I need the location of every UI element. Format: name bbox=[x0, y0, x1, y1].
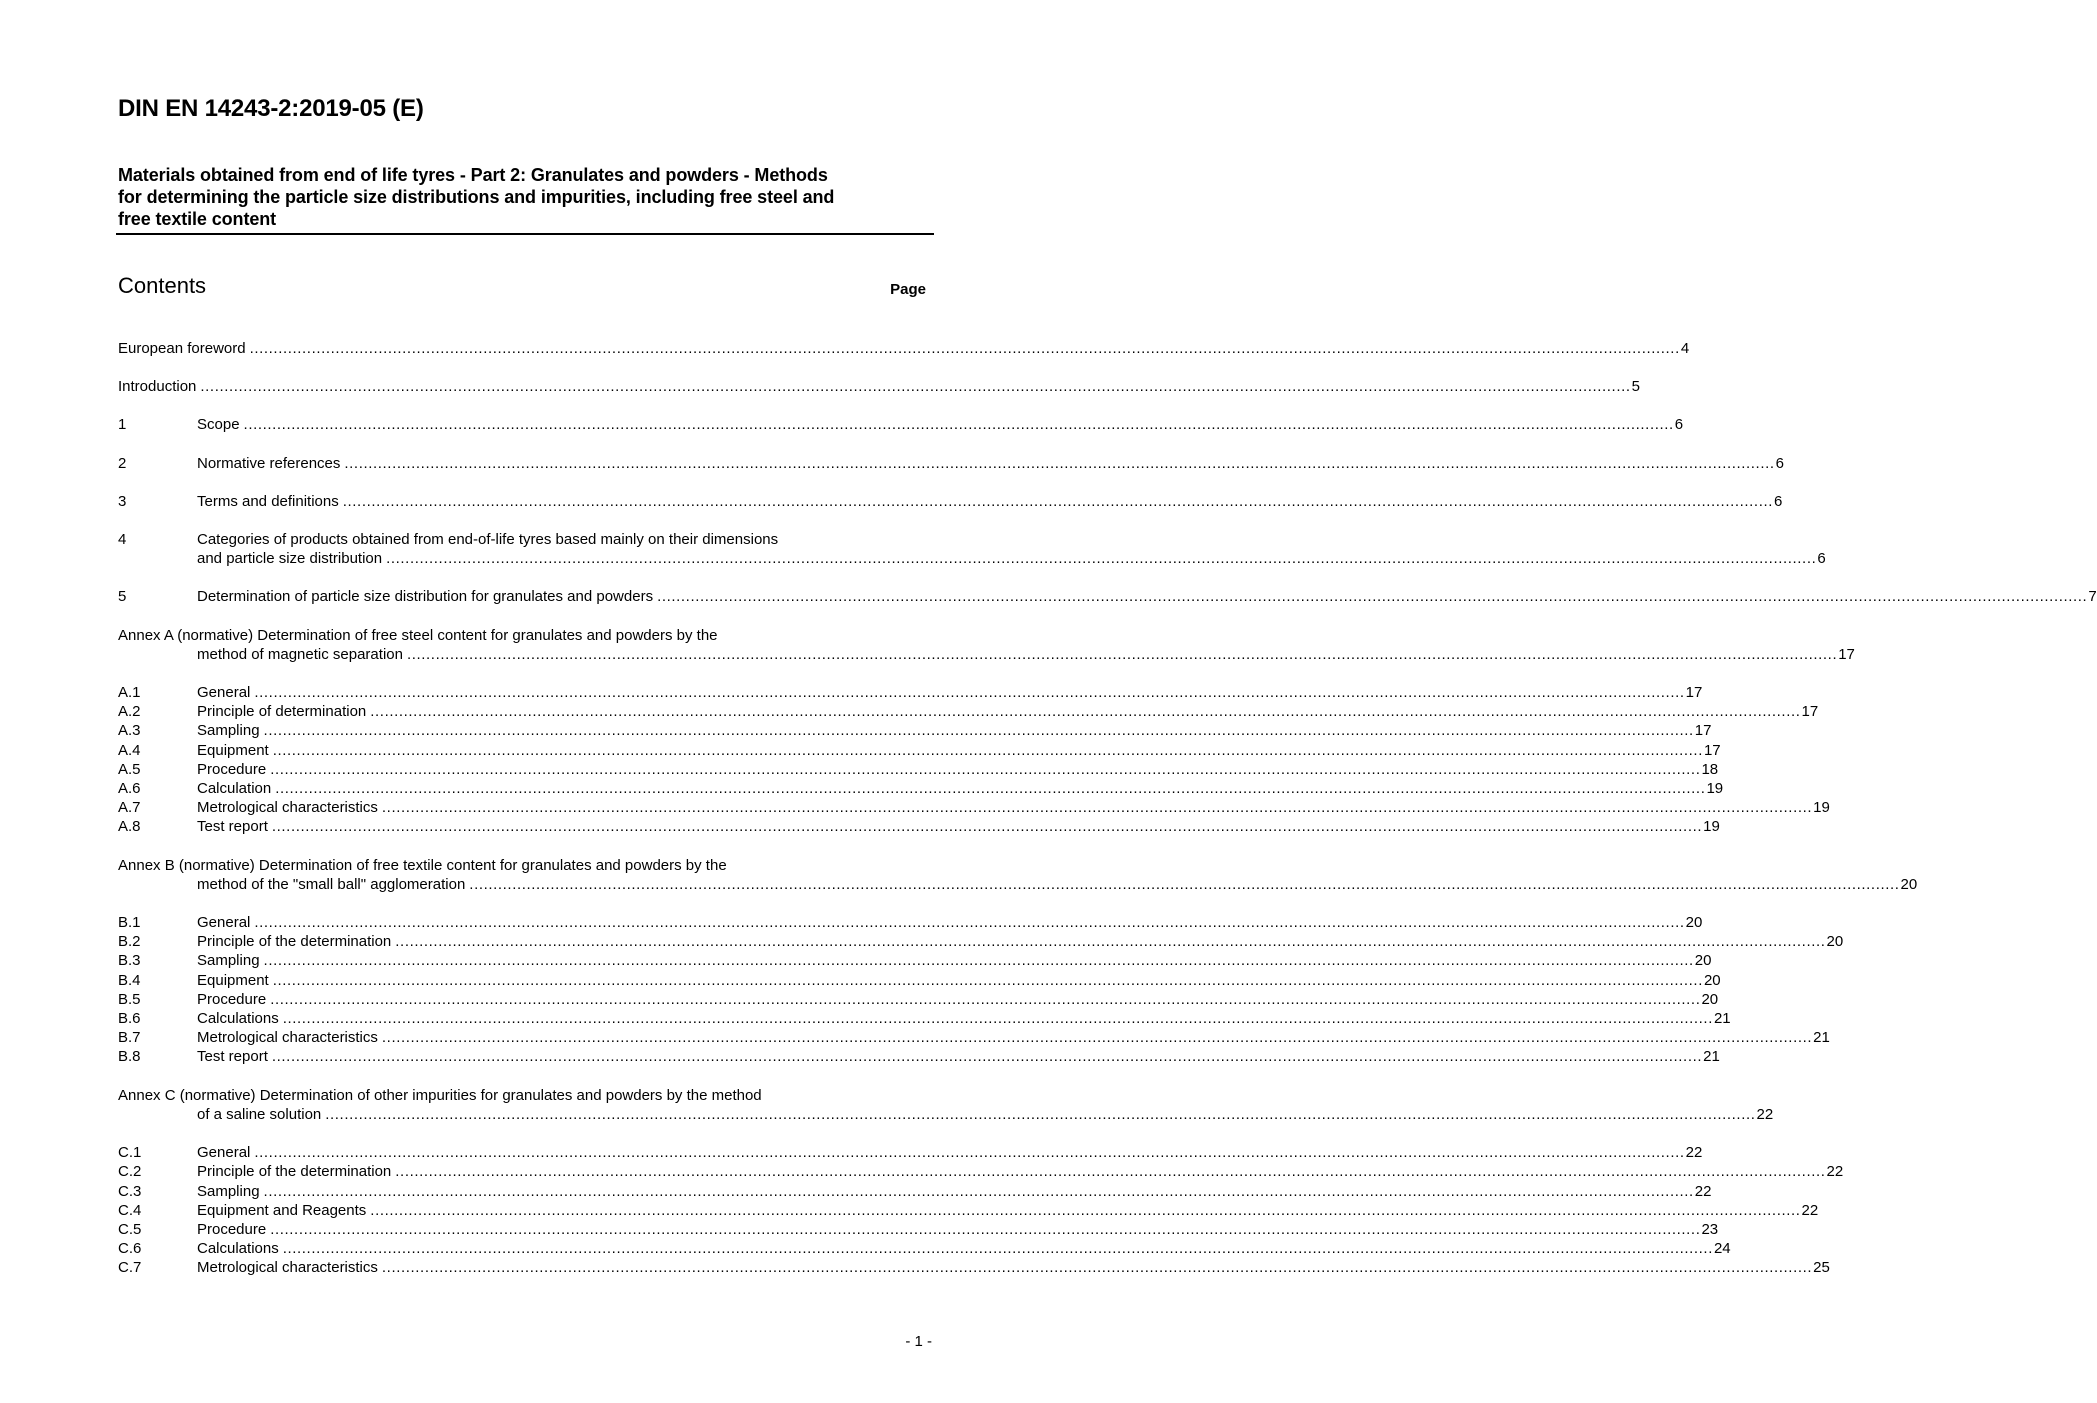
toc-entry-title: Metrological characteristics bbox=[197, 1029, 378, 1047]
toc-entry[interactable] bbox=[118, 1028, 1830, 1047]
toc-entry-title: Categories of products obtained from end-of-life tyres based mainly on their dimensions bbox=[197, 531, 779, 549]
toc-entry-page: 6 bbox=[1775, 454, 1784, 472]
toc-entry-title: Metrological characteristics bbox=[197, 799, 378, 817]
title-divider bbox=[116, 233, 934, 235]
toc-entry-page: 17 bbox=[1703, 741, 1721, 759]
toc-entry[interactable] bbox=[118, 817, 1720, 836]
toc-entry-page: 19 bbox=[1706, 780, 1724, 798]
toc-dot-leader: ............................................................................................................................................................................................................................................................................................................ bbox=[370, 703, 1801, 721]
toc-dot-leader: ............................................................................................................................................................................................................................................................................................................ bbox=[243, 416, 1674, 434]
toc-entry-number: A.3 bbox=[118, 722, 141, 740]
toc-entry-title: General bbox=[197, 684, 251, 702]
table-of-contents bbox=[118, 339, 2097, 1278]
toc-entry-page: 20 bbox=[1685, 914, 1703, 932]
toc-entry-number: C.7 bbox=[118, 1259, 142, 1277]
toc-entry-number: A.6 bbox=[118, 780, 141, 798]
toc-entry[interactable] bbox=[118, 1143, 1703, 1162]
toc-dot-leader: ............................................................................................................................................................................................................................................................................................................ bbox=[263, 722, 1694, 740]
toc-entry-title: Test report bbox=[197, 818, 268, 836]
toc-dot-leader: ............................................................................................................................................................................................................................................................................................................ bbox=[270, 990, 1701, 1008]
document-title bbox=[118, 164, 934, 230]
document-title-line: for determining the particle size distributions and impurities, including free steel and bbox=[118, 187, 835, 207]
toc-dot-leader: ............................................................................................................................................................................................................................................................................................................ bbox=[386, 550, 1817, 568]
toc-entry[interactable] bbox=[118, 492, 1783, 511]
toc-entry-number: B.1 bbox=[118, 914, 141, 932]
toc-entry[interactable] bbox=[118, 530, 1826, 568]
toc-entry-number: 4 bbox=[118, 531, 127, 549]
toc-entry-title: Calculation bbox=[197, 780, 272, 798]
toc-dot-leader: ............................................................................................................................................................................................................................................................................................................ bbox=[249, 340, 1680, 357]
toc-entry[interactable] bbox=[118, 626, 1855, 664]
toc-entry[interactable] bbox=[118, 1258, 1830, 1277]
toc-entry-title: Test report bbox=[197, 1048, 268, 1066]
toc-dot-leader: ............................................................................................................................................................................................................................................................................................................ bbox=[406, 645, 1838, 663]
toc-dot-leader: ............................................................................................................................................................................................................................................................................................................ bbox=[381, 1029, 1813, 1047]
page-column-heading: Page bbox=[890, 281, 926, 298]
toc-entry[interactable] bbox=[118, 951, 1712, 970]
toc-entry-title: General bbox=[197, 914, 251, 932]
toc-entry-number: C.2 bbox=[118, 1163, 142, 1181]
toc-entry-number: 5 bbox=[118, 588, 127, 606]
toc-entry-page: 25 bbox=[1813, 1259, 1830, 1277]
toc-dot-leader: ............................................................................................................................................................................................................................................................................................................ bbox=[270, 1220, 1701, 1238]
toc-entry-title: Determination of particle size distribution for granulates and powders bbox=[197, 588, 654, 606]
toc-entry[interactable] bbox=[118, 339, 1690, 358]
toc-entry-number: A.8 bbox=[118, 818, 141, 836]
toc-entry-page: 21 bbox=[1703, 1048, 1720, 1066]
toc-entry[interactable] bbox=[118, 971, 1721, 990]
toc-dot-leader: ............................................................................................................................................................................................................................................................................................................ bbox=[370, 1201, 1801, 1219]
toc-entry-title: Procedure bbox=[197, 760, 267, 778]
toc-entry-page: 22 bbox=[1685, 1144, 1703, 1162]
document-title-line: Materials obtained from end of life tyres - Part 2: Granulates and powders - Methods bbox=[118, 165, 828, 185]
toc-entry-title: Introduction bbox=[118, 378, 197, 396]
toc-entry-title: Principle of determination bbox=[197, 703, 367, 721]
toc-entry-page: 24 bbox=[1713, 1240, 1731, 1258]
toc-entry-page: 6 bbox=[1774, 492, 1783, 510]
toc-dot-leader: ............................................................................................................................................................................................................................................................................................................ bbox=[263, 952, 1694, 970]
toc-entry-page: 20 bbox=[1826, 933, 1844, 951]
toc-entry[interactable] bbox=[118, 1086, 1774, 1124]
toc-dot-leader: ............................................................................................................................................................................................................................................................................................................ bbox=[200, 378, 1631, 396]
toc-entry-title: Calculations bbox=[197, 1240, 279, 1258]
toc-entry[interactable] bbox=[118, 587, 2097, 606]
toc-dot-leader: ............................................................................................................................................................................................................................................................................................................ bbox=[270, 760, 1701, 778]
toc-entry-title: Metrological characteristics bbox=[197, 1259, 378, 1277]
toc-entry-number: B.5 bbox=[118, 990, 141, 1008]
toc-entry[interactable] bbox=[118, 415, 1684, 434]
toc-entry-title: and particle size distribution bbox=[197, 550, 383, 568]
toc-dot-leader: ............................................................................................................................................................................................................................................................................................................ bbox=[381, 799, 1813, 817]
toc-entry-number: A.2 bbox=[118, 703, 141, 721]
toc-entry-number: A.1 bbox=[118, 684, 141, 702]
toc-entry-page: 5 bbox=[1631, 378, 1640, 396]
toc-entry-title: European foreword bbox=[118, 340, 246, 357]
toc-entry[interactable] bbox=[118, 1220, 1719, 1239]
toc-entry-title: Scope bbox=[197, 416, 240, 434]
toc-entry-page: 6 bbox=[1817, 550, 1826, 568]
toc-entry-title: Sampling bbox=[197, 952, 260, 970]
toc-entry-number: 2 bbox=[118, 454, 127, 472]
toc-entry-title: Principle of the determination bbox=[197, 933, 392, 951]
toc-entry-page: 19 bbox=[1813, 799, 1830, 817]
toc-entry-page: 6 bbox=[1674, 416, 1684, 434]
toc-entry[interactable] bbox=[118, 1047, 1720, 1066]
toc-entry-number: B.7 bbox=[118, 1029, 141, 1047]
toc-entry[interactable] bbox=[118, 798, 1830, 817]
toc-entry-title: Normative references bbox=[197, 454, 341, 472]
toc-entry-number: A.4 bbox=[118, 741, 141, 759]
toc-entry[interactable] bbox=[118, 741, 1721, 760]
toc-entry-number: A.5 bbox=[118, 760, 141, 778]
contents-heading: Contents bbox=[118, 273, 207, 298]
toc-dot-leader: ............................................................................................................................................................................................................................................................................................................ bbox=[271, 1048, 1703, 1066]
toc-dot-leader: ............................................................................................................................................................................................................................................................................................................ bbox=[381, 1259, 1813, 1277]
toc-dot-leader: ............................................................................................................................................................................................................................................................................................................ bbox=[344, 454, 1775, 472]
toc-dot-leader: ............................................................................................................................................................................................................................................................................................................ bbox=[254, 1144, 1685, 1162]
toc-entry-number: A.7 bbox=[118, 799, 141, 817]
toc-dot-leader: ............................................................................................................................................................................................................................................................................................................ bbox=[271, 818, 1703, 836]
toc-dot-leader: ............................................................................................................................................................................................................................................................................................................ bbox=[395, 933, 1826, 951]
toc-dot-leader: ............................................................................................................................................................................................................................................................................................................ bbox=[254, 914, 1685, 932]
toc-entry[interactable] bbox=[118, 1182, 1712, 1201]
toc-entry-page: 18 bbox=[1701, 760, 1719, 778]
toc-entry[interactable] bbox=[118, 702, 1819, 721]
toc-entry-title: Equipment bbox=[197, 741, 269, 759]
toc-entry-number: B.3 bbox=[118, 952, 141, 970]
toc-entry-number: C.4 bbox=[118, 1201, 142, 1219]
toc-entry-page: 17 bbox=[1801, 703, 1819, 721]
toc-entry-page: 22 bbox=[1694, 1182, 1712, 1200]
toc-dot-leader: ............................................................................................................................................................................................................................................................................................................ bbox=[272, 741, 1703, 759]
toc-entry-page: 20 bbox=[1701, 990, 1719, 1008]
toc-entry-title: General bbox=[197, 1144, 251, 1162]
toc-entry-page: 4 bbox=[1680, 340, 1690, 357]
toc-entry[interactable] bbox=[118, 990, 1719, 1009]
toc-entry-page: 20 bbox=[1900, 875, 1918, 893]
toc-entry-number: C.3 bbox=[118, 1182, 142, 1200]
toc-entry-number: C.5 bbox=[118, 1220, 142, 1238]
toc-dot-leader: ............................................................................................................................................................................................................................................................................................................ bbox=[469, 875, 1900, 893]
toc-entry[interactable] bbox=[118, 454, 1784, 473]
toc-entry-page: 19 bbox=[1703, 818, 1720, 836]
toc-entry-page: 23 bbox=[1701, 1220, 1719, 1238]
toc-entry-number: B.8 bbox=[118, 1048, 141, 1066]
toc-entry[interactable] bbox=[118, 1239, 1731, 1258]
toc-entry-page: 7 bbox=[2088, 588, 2097, 606]
toc-dot-leader: ............................................................................................................................................................................................................................................................................................................ bbox=[325, 1105, 1756, 1123]
toc-entry-title: method of the "small ball" agglomeration bbox=[197, 875, 466, 893]
toc-entry-number: B.2 bbox=[118, 933, 141, 951]
toc-dot-leader: ............................................................................................................................................................................................................................................................................................................ bbox=[657, 588, 2088, 606]
toc-dot-leader: ............................................................................................................................................................................................................................................................................................................ bbox=[263, 1182, 1694, 1200]
toc-entry[interactable] bbox=[118, 760, 1719, 779]
toc-entry-title: Procedure bbox=[197, 1220, 267, 1238]
toc-entry-title: Calculations bbox=[197, 1010, 279, 1028]
toc-entry-title: Terms and definitions bbox=[197, 492, 339, 510]
toc-entry-title: of a saline solution bbox=[197, 1105, 322, 1123]
toc-entry-number: B.4 bbox=[118, 971, 141, 989]
toc-entry[interactable] bbox=[118, 1009, 1731, 1028]
toc-entry-title: Annex A (normative) Determination of free steel content for granulates and powders by the bbox=[118, 626, 718, 644]
toc-entry-title: Sampling bbox=[197, 722, 260, 740]
toc-entry-number: 1 bbox=[118, 416, 127, 434]
toc-entry[interactable] bbox=[118, 779, 1724, 798]
toc-entry[interactable] bbox=[118, 377, 1640, 396]
toc-entry-title: Equipment bbox=[197, 971, 269, 989]
toc-dot-leader: ............................................................................................................................................................................................................................................................................................................ bbox=[254, 684, 1685, 702]
toc-dot-leader: ............................................................................................................................................................................................................................................................................................................ bbox=[342, 492, 1773, 510]
toc-entry[interactable] bbox=[118, 913, 1703, 932]
toc-entry-title: Annex B (normative) Determination of free textile content for granulates and powders by the bbox=[118, 856, 727, 874]
toc-dot-leader: ............................................................................................................................................................................................................................................................................................................ bbox=[282, 1010, 1713, 1028]
toc-entry[interactable] bbox=[118, 856, 1918, 894]
toc-entry-page: 21 bbox=[1713, 1010, 1731, 1028]
toc-entry[interactable] bbox=[118, 1162, 1844, 1181]
toc-entry-page: 17 bbox=[1685, 684, 1703, 702]
toc-entry-page: 17 bbox=[1694, 722, 1712, 740]
document-title-line: free textile content bbox=[118, 209, 277, 229]
toc-entry-title: Sampling bbox=[197, 1182, 260, 1200]
toc-entry-number: B.6 bbox=[118, 1010, 141, 1028]
toc-entry-page: 22 bbox=[1801, 1201, 1819, 1219]
toc-entry-title: Procedure bbox=[197, 990, 267, 1008]
toc-entry-number: C.1 bbox=[118, 1144, 142, 1162]
toc-entry-title: Equipment and Reagents bbox=[197, 1201, 367, 1219]
toc-dot-leader: ............................................................................................................................................................................................................................................................................................................ bbox=[275, 780, 1706, 798]
toc-entry-number: C.6 bbox=[118, 1240, 142, 1258]
toc-dot-leader: ............................................................................................................................................................................................................................................................................................................ bbox=[395, 1163, 1826, 1181]
toc-entry-page: 20 bbox=[1694, 952, 1712, 970]
toc-entry-page: 22 bbox=[1826, 1163, 1844, 1181]
toc-entry[interactable] bbox=[118, 1201, 1819, 1220]
toc-entry-title: Principle of the determination bbox=[197, 1163, 392, 1181]
page-number: - 1 - bbox=[905, 1333, 932, 1350]
document-code: DIN EN 14243-2:2019-05 (E) bbox=[118, 95, 424, 122]
toc-entry[interactable] bbox=[118, 683, 1703, 702]
toc-entry[interactable] bbox=[118, 932, 1844, 951]
toc-dot-leader: ............................................................................................................................................................................................................................................................................................................ bbox=[272, 971, 1703, 989]
toc-dot-leader: ............................................................................................................................................................................................................................................................................................................ bbox=[282, 1240, 1713, 1258]
toc-entry-page: 22 bbox=[1756, 1105, 1774, 1123]
toc-entry-page: 17 bbox=[1838, 645, 1855, 663]
toc-entry-page: 20 bbox=[1703, 971, 1721, 989]
toc-entry-page: 21 bbox=[1813, 1029, 1830, 1047]
toc-entry-title: method of magnetic separation bbox=[197, 645, 403, 663]
toc-entry-number: 3 bbox=[118, 492, 127, 510]
toc-entry-title: Annex C (normative) Determination of other impurities for granulates and powders by the method bbox=[118, 1086, 762, 1104]
toc-entry[interactable] bbox=[118, 721, 1712, 740]
